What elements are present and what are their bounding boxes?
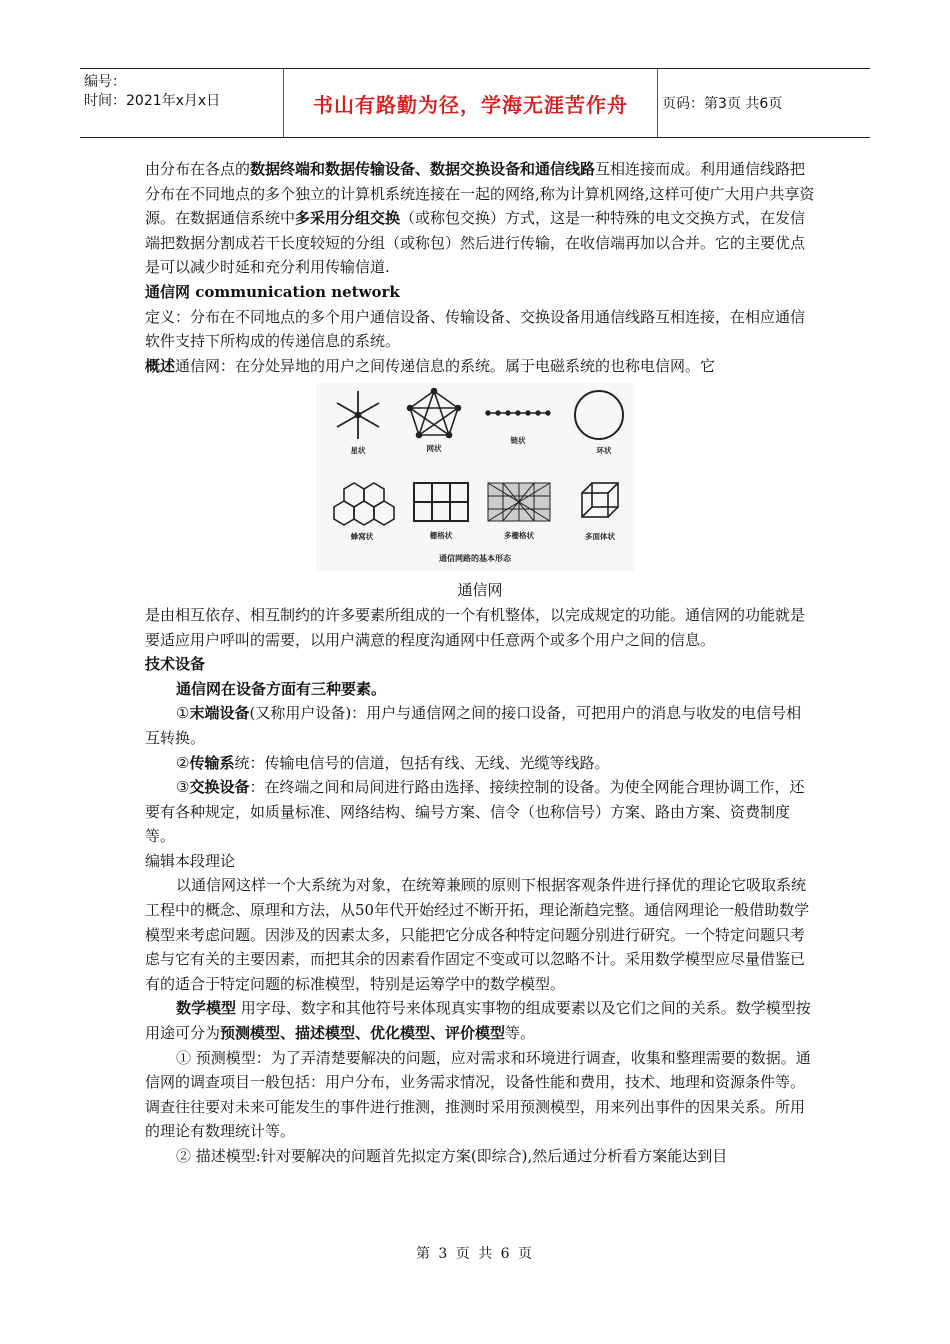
label-grid: 栅格状 <box>429 531 453 541</box>
page-header <box>80 68 870 138</box>
label-ring: 环状 <box>596 446 612 456</box>
network-topology-figure <box>145 378 815 578</box>
element-transmission: ②传输系统：传输电信号的信道，包括有线、无线、光缆等线路。 <box>176 753 610 772</box>
paragraph-math-model: 数学模型 用字母、数字和其他符号来体现真实事物的组成要素以及它们之间的关系。数学模型按用途可分为预测模型、描述模型、优化模型、评价模型等。 <box>145 999 811 1043</box>
model-prediction: ① 预测模型：为了弄清楚要解决的问题，应对需求和环境进行调查，收集和整理需要的数据。通信网的调查项目一般包括：用户分布，业务需求情况，设备性能和费用，技术、地理和资源条件等。调查往往要对未来可能发生的事件进行推测，推测时采用预测模型，用来列出事件的因果关系。所用的理论有数理统计等。 <box>145 1048 811 1141</box>
element-terminal: ①末端设备(又称用户设备)：用户与通信网之间的接口设备，可把用户的消息与收发的电信号相互转换。 <box>145 704 802 747</box>
number-label: 编号： <box>84 74 126 90</box>
label-honeycomb: 蜂窝状 <box>350 532 374 542</box>
label-mesh: 网状 <box>426 444 442 454</box>
header-page-info: 页码：第3页 共6页 <box>662 96 783 112</box>
paragraph-organic: 是由相互依存、相互制约的许多要素所组成的一个有机整体，以完成规定的功能。通信网的功能就是要适应用户呼叫的需要，以用户满意的程度沟通网中任意两个或多个用户之间的信息。 <box>145 605 806 649</box>
heading-technical-equipment: 技术设备 <box>145 655 206 674</box>
label-polyhedron: 多面体状 <box>585 532 615 542</box>
edit-section-theory: 编辑本段理论 <box>145 851 236 870</box>
time-label: 时间：2021年x月x日 <box>84 93 221 109</box>
header-meta <box>80 69 284 137</box>
model-description: ② 描述模型:针对要解决的问题首先拟定方案(即综合),然后通过分析看方案能达到目 <box>176 1147 728 1165</box>
figure-title: 通信网路的基本形态 <box>439 554 511 564</box>
figure-caption: 通信网 <box>457 581 503 600</box>
topology-diagram <box>316 383 634 571</box>
element-switching: ③交换设备：在终端之间和局间进行路由选择、接续控制的设备。为使全网能合理协调工作，还要有各种规定，如质量标准、网络结构、编号方案、信令（也称信号）方案、路由方案、资费制度等。 <box>145 778 805 846</box>
paragraph-three-elements: 通信网在设备方面有三种要素。 <box>176 679 387 698</box>
document-body <box>145 157 815 1169</box>
label-star: 星状 <box>350 446 366 456</box>
paragraph-definition: 定义：分布在不同地点的多个用户通信设备、传输设备、交换设备用通信线路互相连接，在相应通信软件支持下所构成的传递信息的系统。 <box>145 307 806 351</box>
paragraph-network: 由分布在各点的数据终端和数据传输设备、数据交换设备和通信线路互相连接而成。利用通信线路把分布在不同地点的多个独立的计算机系统连接在一起的网络,称为计算机网络,这样可使广大用户共享资源。在数据通信系统中多采用分组交换（或称包交换）方式，这是一种特殊的电文交换方式，在发信端把数据分割成若干长度较短的分组（或称包）然后进行传输，在收信端再加以合并。它的主要优点是可以减少时延和充分利用传输信道. <box>145 160 815 277</box>
header-motto: 书山有路勤为径，学海无涯苦作舟 <box>284 69 658 137</box>
page-footer: 第 3 页 共 6 页 <box>415 1246 535 1262</box>
paragraph-overview: 概述通信网：在分处异地的用户之间传递信息的系统。属于电磁系统的也称电信网。它 <box>145 356 716 375</box>
label-multigrid: 多栅格状 <box>504 531 534 541</box>
heading-communication-network: 通信网 communication network <box>145 282 400 301</box>
label-chain: 链状 <box>510 436 526 446</box>
paragraph-theory: 以通信网这样一个大系统为对象，在统筹兼顾的原则下根据客观条件进行择优的理论它吸取系统工程中的概念、原理和方法，从50年代开始经过不断开拓，理论渐趋完整。通信网理论一般借助数学模型来考虑问题。因涉及的因素太多，只能把它分成各种特定问题分别进行研究。一个特定问题只考虑与它有关的主要因素，而把其余的因素看作固定不变或可以忽略不计。采用数学模型应尽量借鉴已有的适合于特定问题的标准模型，特别是运筹学中的数学模型。 <box>145 876 810 993</box>
